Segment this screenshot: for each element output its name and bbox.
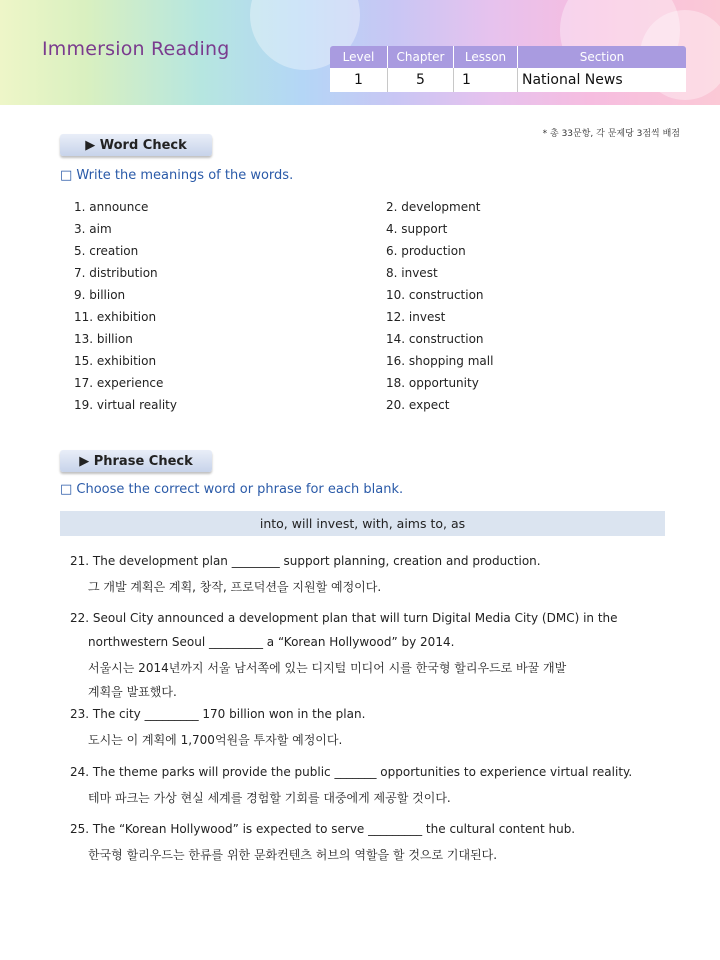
word-item: 9. billion <box>74 288 126 302</box>
question-22-translation: 서울시는 2014년까지 서울 남서쪽에 있는 디지털 미디어 시를 한국형 할리우드로 바꿀 개발 <box>88 661 567 675</box>
word-item: 8. invest <box>386 266 438 280</box>
word-item: 6. production <box>386 244 466 258</box>
word-item: 18. opportunity <box>386 376 479 390</box>
lesson-header: Lesson <box>454 46 518 68</box>
chapter-header: Chapter <box>388 46 454 68</box>
phrase-check-heading: ▶ Phrase Check <box>60 450 212 472</box>
lesson-info-value-row <box>330 68 686 92</box>
word-item: 20. expect <box>386 398 450 412</box>
word-item: 11. exhibition <box>74 310 157 324</box>
question-23: 23. The city _________ 170 billion won in the plan. <box>70 707 366 721</box>
word-item: 2. development <box>386 200 481 214</box>
word-item: 12. invest <box>386 310 446 324</box>
word-item: 13. billion <box>74 332 133 346</box>
word-check-heading: ▶ Word Check <box>60 134 212 156</box>
section-value: National News <box>522 72 623 88</box>
word-check-instruction: □ Write the meanings of the words. <box>60 168 294 183</box>
word-item: 4. support <box>386 222 448 236</box>
scoring-note: * 총 33문항, 각 문제당 3점씩 배점 <box>542 129 680 139</box>
word-item: 15. exhibition <box>74 354 157 368</box>
question-22-translation-line2: 계획을 발표했다. <box>88 685 177 699</box>
question-22-line2: northwestern Seoul _________ a “Korean Hollywood” by 2014. <box>88 635 455 649</box>
chapter-value: 5 <box>388 68 454 92</box>
phrase-check-instruction: □ Choose the correct word or phrase for each blank. <box>60 482 404 497</box>
lesson-info-header-row <box>330 46 686 68</box>
question-23-translation: 도시는 이 계획에 1,700억원을 투자할 예정이다. <box>88 733 343 747</box>
word-item: 14. construction <box>386 332 484 346</box>
brand-title: Immersion Reading <box>42 38 230 60</box>
word-item: 7. distribution <box>74 266 158 280</box>
question-21-translation: 그 개발 계획은 계획, 창작, 프로덕션을 지원할 예정이다. <box>88 580 382 594</box>
phrase-options-box: into, will invest, with, aims to, as <box>60 511 665 536</box>
word-item: 19. virtual reality <box>74 398 177 412</box>
word-item: 16. shopping mall <box>386 354 494 368</box>
question-25-translation: 한국형 할리우드는 한류를 위한 문화컨텐츠 허브의 역할을 할 것으로 기대된다. <box>88 848 498 862</box>
question-22: 22. Seoul City announced a development plan that will turn Digital Media City (DMC) in the <box>70 611 618 625</box>
word-item: 10. construction <box>386 288 484 302</box>
lesson-value: 1 <box>454 68 518 92</box>
question-24: 24. The theme parks will provide the public _______ opportunities to experience virtual reality. <box>70 765 633 779</box>
question-24-translation: 테마 파크는 가상 현실 세계를 경험할 기회를 대중에게 제공할 것이다. <box>88 791 451 805</box>
lesson-info-table <box>330 46 686 92</box>
section-header: Section <box>579 50 625 64</box>
question-25: 25. The “Korean Hollywood” is expected to serve _________ the cultural content hub. <box>70 822 576 836</box>
level-value: 1 <box>330 68 388 92</box>
word-item: 3. aim <box>74 222 112 236</box>
level-header: Level <box>330 46 388 68</box>
word-item: 17. experience <box>74 376 164 390</box>
word-item: 5. creation <box>74 244 139 258</box>
question-21: 21. The development plan ________ support planning, creation and production. <box>70 554 541 568</box>
word-item: 1. announce <box>74 200 149 214</box>
